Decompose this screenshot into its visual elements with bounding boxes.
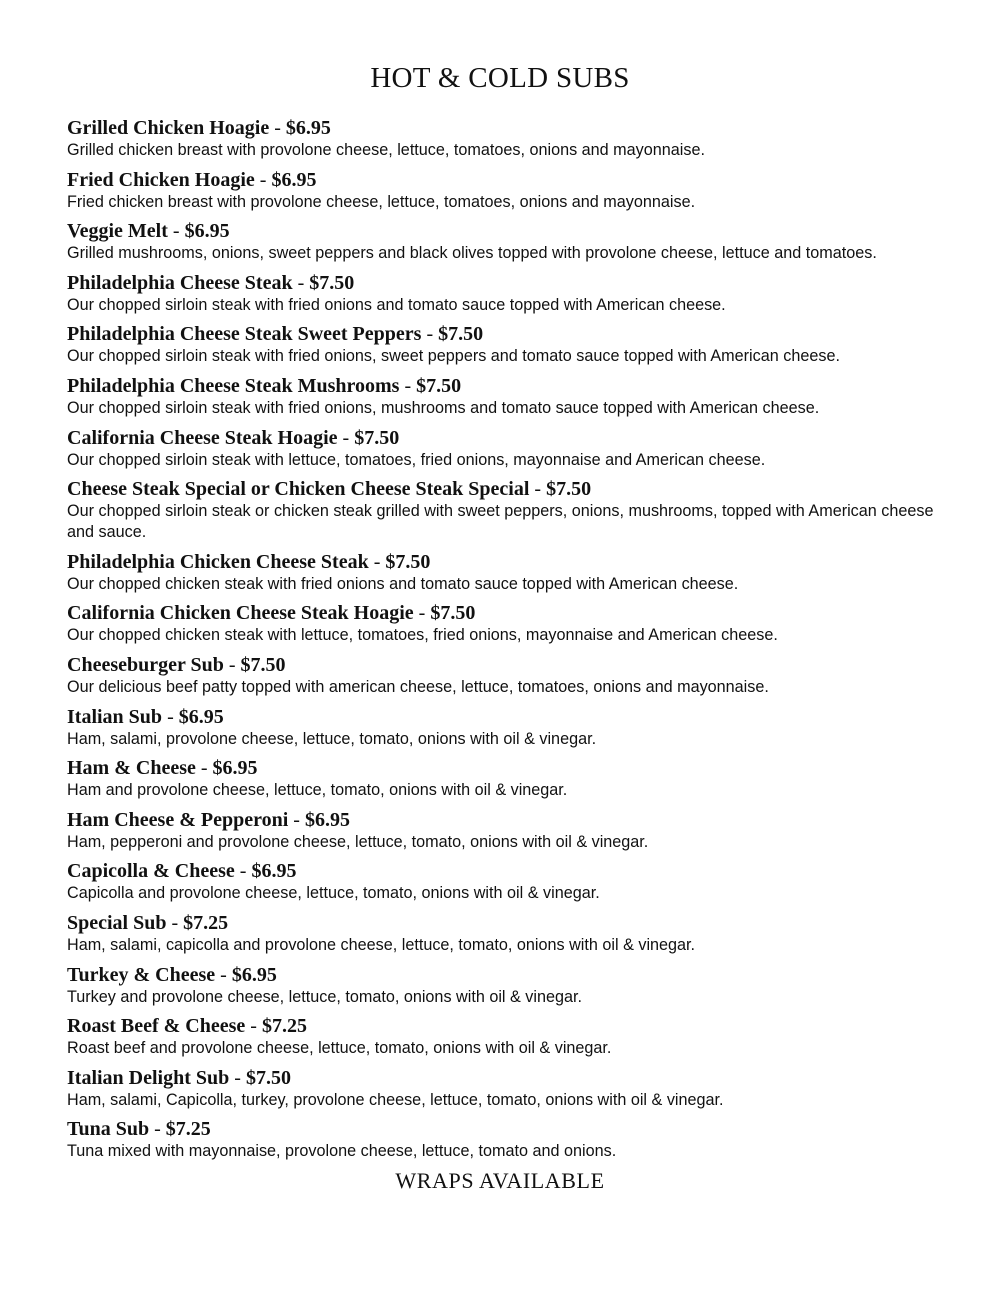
menu-item <box>67 1014 947 1059</box>
item-name: Veggie Melt <box>67 220 168 243</box>
item-separator: - <box>421 323 439 346</box>
menu-item <box>67 271 947 316</box>
item-price: $7.50 <box>546 478 592 501</box>
item-name: Ham Cheese & Pepperoni <box>67 808 289 831</box>
page-title: HOT & COLD SUBS <box>370 62 630 94</box>
item-heading <box>67 219 947 243</box>
menu-item <box>67 756 947 801</box>
item-description: Our chopped chicken steak with lettuce, tomatoes, fried onions, mayonnaise and American cheese. <box>67 626 778 645</box>
item-separator: - <box>292 271 310 294</box>
item-description: Ham, salami, Capicolla, turkey, provolone cheese, lettuce, tomato, onions with oil & vinegar. <box>67 1090 724 1109</box>
item-separator: - <box>254 168 272 191</box>
item-price: $7.50 <box>245 1066 291 1089</box>
item-description: Our chopped sirloin steak with lettuce, tomatoes, fried onions, mayonnaise and American cheese. <box>67 450 766 469</box>
item-price: $7.50 <box>438 323 484 346</box>
item-name: Philadelphia Cheese Steak Sweet Peppers <box>67 323 422 346</box>
menu-item <box>67 477 947 543</box>
item-name: Philadelphia Cheese Steak <box>67 271 293 294</box>
item-description: Our chopped sirloin steak with fried onions, sweet peppers and tomato sauce topped with American cheese. <box>67 347 840 366</box>
item-description: Fried chicken breast with provolone cheese, lettuce, tomatoes, onions and mayonnaise. <box>67 192 696 211</box>
item-price: $7.25 <box>165 1118 211 1141</box>
item-name: Ham & Cheese <box>67 757 196 780</box>
item-description: Our chopped sirloin steak or chicken steak grilled with sweet peppers, onions, mushrooms, topped with American cheese and sauce. <box>67 502 934 542</box>
item-separator: - <box>368 550 386 573</box>
menu-item <box>67 653 947 698</box>
item-name: Cheeseburger Sub <box>67 653 224 676</box>
menu-item <box>67 808 947 853</box>
item-separator: - <box>288 808 305 831</box>
item-name: Turkey & Cheese <box>67 963 216 986</box>
item-description: Ham, salami, provolone cheese, lettuce, tomato, onions with oil & vinegar. <box>67 729 597 748</box>
menu-item <box>67 1066 947 1111</box>
item-description: Our chopped sirloin steak with fried onions, mushrooms and tomato sauce topped with American cheese. <box>67 398 820 417</box>
item-description: Grilled mushrooms, onions, sweet peppers and black olives topped with provolone cheese, lettuce and tomatoes. <box>67 244 877 263</box>
item-separator: - <box>167 220 185 243</box>
item-name: Tuna Sub <box>67 1118 150 1141</box>
item-price: $6.95 <box>212 757 258 780</box>
item-description: Capicolla and provolone cheese, lettuce, tomato, onions with oil & vinegar. <box>67 884 600 903</box>
item-price: $7.50 <box>430 602 476 625</box>
item-name: Roast Beef & Cheese <box>67 1015 246 1038</box>
item-heading <box>67 1014 947 1038</box>
item-heading <box>67 601 947 625</box>
item-heading <box>67 550 947 574</box>
item-description: Ham, salami, capicolla and provolone cheese, lettuce, tomato, onions with oil & vinegar. <box>67 935 696 954</box>
menu-item <box>67 219 947 264</box>
item-description: Roast beef and provolone cheese, lettuce, tomato, onions with oil & vinegar. <box>67 1039 612 1058</box>
menu-item <box>67 322 947 367</box>
item-heading <box>67 911 947 935</box>
menu-item <box>67 116 947 161</box>
item-separator: - <box>223 653 241 676</box>
item-name: Italian Sub <box>67 705 163 728</box>
item-name: Cheese Steak Special or Chicken Cheese Steak Special <box>67 478 530 501</box>
item-name: Fried Chicken Hoagie <box>67 168 255 191</box>
wraps-available-note: WRAPS AVAILABLE <box>395 1168 605 1193</box>
item-description: Our chopped chicken steak with fried onions and tomato sauce topped with American cheese. <box>67 574 739 593</box>
item-name: Grilled Chicken Hoagie <box>67 117 270 139</box>
item-price: $6.95 <box>231 963 277 986</box>
item-heading <box>67 705 947 729</box>
item-description: Ham, pepperoni and provolone cheese, lettuce, tomato, onions with oil & vinegar. <box>67 832 649 851</box>
item-price: $7.50 <box>354 426 400 449</box>
item-name: Philadelphia Chicken Cheese Steak <box>67 550 369 573</box>
item-heading <box>67 1066 947 1090</box>
item-name: Italian Delight Sub <box>67 1066 230 1089</box>
item-heading <box>67 859 947 883</box>
item-price: $7.50 <box>240 653 286 676</box>
item-price: $7.25 <box>183 911 229 934</box>
item-separator: - <box>162 705 179 728</box>
menu-item <box>67 168 947 213</box>
item-separator: - <box>529 478 547 501</box>
item-heading <box>67 653 947 677</box>
item-heading <box>67 963 947 987</box>
item-separator: - <box>413 602 431 625</box>
item-separator: - <box>337 426 355 449</box>
item-heading <box>67 426 947 450</box>
item-heading <box>67 116 947 140</box>
item-price: $7.50 <box>309 271 355 294</box>
item-heading <box>67 756 947 780</box>
item-separator: - <box>234 860 252 883</box>
item-separator: - <box>269 117 286 139</box>
item-price: $6.95 <box>271 168 317 191</box>
item-separator: - <box>245 1015 262 1038</box>
item-description: Ham and provolone cheese, lettuce, tomato, onions with oil & vinegar. <box>67 781 568 800</box>
item-separator: - <box>399 374 417 397</box>
item-name: California Cheese Steak Hoagie <box>67 426 338 449</box>
item-heading <box>67 1117 947 1141</box>
item-heading <box>67 808 947 832</box>
item-price: $6.95 <box>178 705 224 728</box>
menu-item <box>67 601 947 646</box>
menu-item <box>67 550 947 595</box>
item-separator: - <box>229 1066 246 1089</box>
menu-item <box>67 1117 947 1162</box>
item-heading <box>67 477 947 501</box>
item-price: $6.95 <box>184 220 230 243</box>
item-price: $6.95 <box>285 117 331 139</box>
item-name: California Chicken Cheese Steak Hoagie <box>67 602 414 625</box>
menu-item <box>67 859 947 904</box>
menu-item <box>67 963 947 1008</box>
menu-item <box>67 426 947 471</box>
item-description: Tuna mixed with mayonnaise, provolone cheese, lettuce, tomato and onions. <box>67 1142 617 1161</box>
menu-list <box>67 116 947 1169</box>
item-name: Special Sub <box>67 911 167 934</box>
item-heading <box>67 271 947 295</box>
menu-item <box>67 911 947 956</box>
item-price: $6.95 <box>251 860 297 883</box>
item-separator: - <box>149 1118 166 1141</box>
menu-item <box>67 705 947 750</box>
item-separator: - <box>166 911 184 934</box>
item-name: Capicolla & Cheese <box>67 860 235 883</box>
item-heading <box>67 168 947 192</box>
item-heading <box>67 322 947 346</box>
item-separator: - <box>215 963 232 986</box>
item-price: $7.50 <box>385 550 431 573</box>
item-description: Our chopped sirloin steak with fried onions and tomato sauce topped with American cheese. <box>67 295 726 314</box>
item-description: Turkey and provolone cheese, lettuce, tomato, onions with oil & vinegar. <box>67 987 582 1006</box>
item-description: Grilled chicken breast with provolone cheese, lettuce, tomatoes, onions and mayonnaise. <box>67 141 705 159</box>
item-name: Philadelphia Cheese Steak Mushrooms <box>67 374 400 397</box>
item-heading <box>67 374 947 398</box>
item-price: $6.95 <box>304 808 350 831</box>
menu-item <box>67 374 947 419</box>
item-price: $7.25 <box>261 1015 307 1038</box>
item-description: Our delicious beef patty topped with american cheese, lettuce, tomatoes, onions and mayonnaise. <box>67 677 769 696</box>
item-price: $7.50 <box>416 374 462 397</box>
item-separator: - <box>195 757 213 780</box>
